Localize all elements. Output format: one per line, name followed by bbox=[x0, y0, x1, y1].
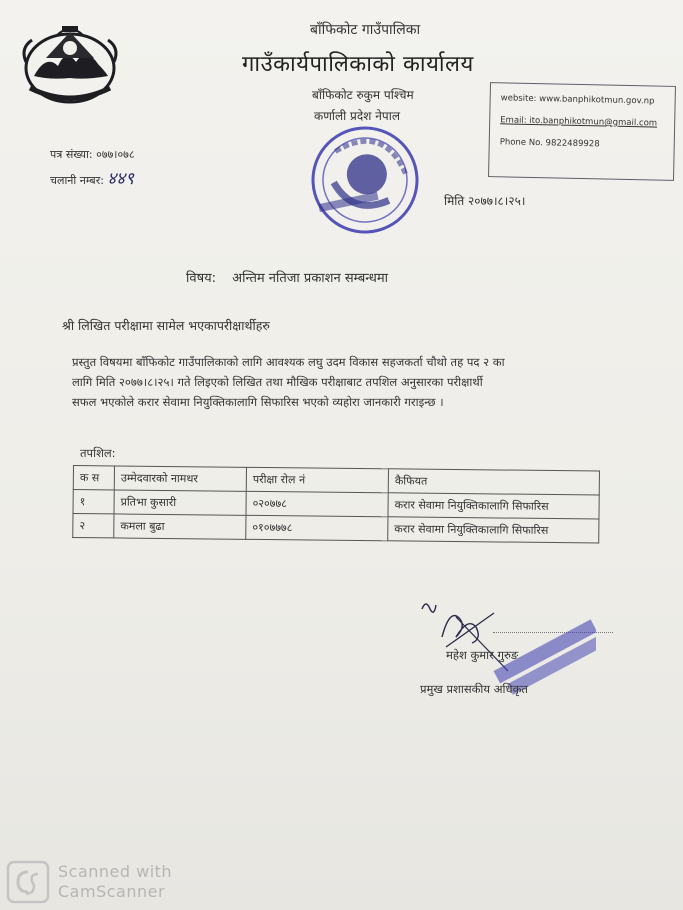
body-line-1: प्रस्तुत विषयमा बाँफिकोट गाउँपालिकाको लागि आवश्यक लघु उदम विकास सहजकर्ता चौथो तह पद २ का bbox=[72, 355, 505, 369]
watermark-line-1: Scanned with bbox=[58, 862, 173, 881]
municipality-name: बाँफिकोट गाउँपालिका bbox=[310, 22, 421, 38]
chalani-number bbox=[50, 166, 134, 189]
subject-line bbox=[186, 268, 400, 286]
office-title: गाउँकार्यपालिकाको कार्यालय bbox=[242, 52, 474, 77]
header-remarks: कैफियत bbox=[388, 469, 599, 495]
salutation: श्री लिखित परीक्षामा सामेल भएकापरीक्षार्थीहरु bbox=[62, 318, 270, 333]
row-remarks: करार सेवामा नियुक्तिकालागि सिफारिस bbox=[388, 517, 599, 543]
patra-label: पत्र संख्या: bbox=[50, 148, 93, 161]
watermark-line-2: CamScanner bbox=[58, 882, 166, 901]
results-table bbox=[72, 465, 600, 544]
phone-text: Phone No. 9822489928 bbox=[499, 137, 600, 150]
signatory-name: महेश कुमार गुरुङ bbox=[446, 648, 519, 662]
website-text: website: www.banphikotmun.gov.np bbox=[500, 93, 655, 107]
header-serial: क स bbox=[73, 466, 114, 490]
camscanner-watermark bbox=[58, 862, 172, 902]
chalani-value: ४४९ bbox=[107, 169, 134, 189]
row-remarks: करार सेवामा नियुक्तिकालागि सिफारिस bbox=[388, 493, 599, 519]
letter-date: मिति २०७७।८।२५। bbox=[444, 194, 526, 208]
patra-value: ०७७।०७८ bbox=[96, 148, 135, 161]
row-roll-number: ०१०७७७८ bbox=[246, 515, 388, 540]
signatory-role: प्रमुख प्रशासकीय अधिकृत bbox=[420, 682, 528, 696]
address-line-1: बाँफिकोट रुकुम पश्चिम bbox=[312, 88, 414, 102]
contact-box bbox=[488, 82, 676, 181]
table-row bbox=[73, 514, 599, 544]
row-candidate-name: कमला बुढा bbox=[114, 514, 246, 539]
camscanner-logo-icon bbox=[6, 860, 50, 904]
table-caption: तपशिल: bbox=[80, 446, 116, 460]
subject-text: अन्तिम नतिजा प्रकाशन सम्बन्धमा bbox=[232, 271, 389, 286]
address-line-2: कर्णाली प्रदेश नेपाल bbox=[314, 109, 400, 123]
nepal-emblem-icon bbox=[16, 18, 124, 108]
row-roll-number: ०२०७७८ bbox=[246, 491, 388, 516]
row-serial: २ bbox=[73, 514, 114, 538]
body-line-3: सफल भएकोले करार सेवामा नियुक्तिकालागि सिफारिस भएको व्यहोरा जानकारी गराइन्छ । bbox=[72, 395, 444, 409]
email-text: Email: ito.banphikotmun@gmail.com bbox=[500, 115, 658, 129]
subject-label: विषय: bbox=[186, 271, 217, 286]
body-line-2: लागि मिति २०७७।८।२५। गते लिइएको लिखित तथा मौखिक परीक्षाबाट तपशिल अनुसारका परीक्षार्थी bbox=[72, 375, 483, 389]
row-candidate-name: प्रतिभा कुसारी bbox=[114, 490, 246, 515]
office-seal-stamp bbox=[306, 122, 424, 238]
patra-sankhya bbox=[50, 147, 135, 162]
letter-body bbox=[72, 352, 632, 412]
chalani-label: चलानी नम्बर: bbox=[50, 174, 104, 187]
header-candidate-name: उम्मेदवारको नामथर bbox=[114, 466, 246, 491]
header-roll-number: परीक्षा रोल नं bbox=[246, 467, 388, 492]
row-serial: १ bbox=[73, 490, 114, 514]
